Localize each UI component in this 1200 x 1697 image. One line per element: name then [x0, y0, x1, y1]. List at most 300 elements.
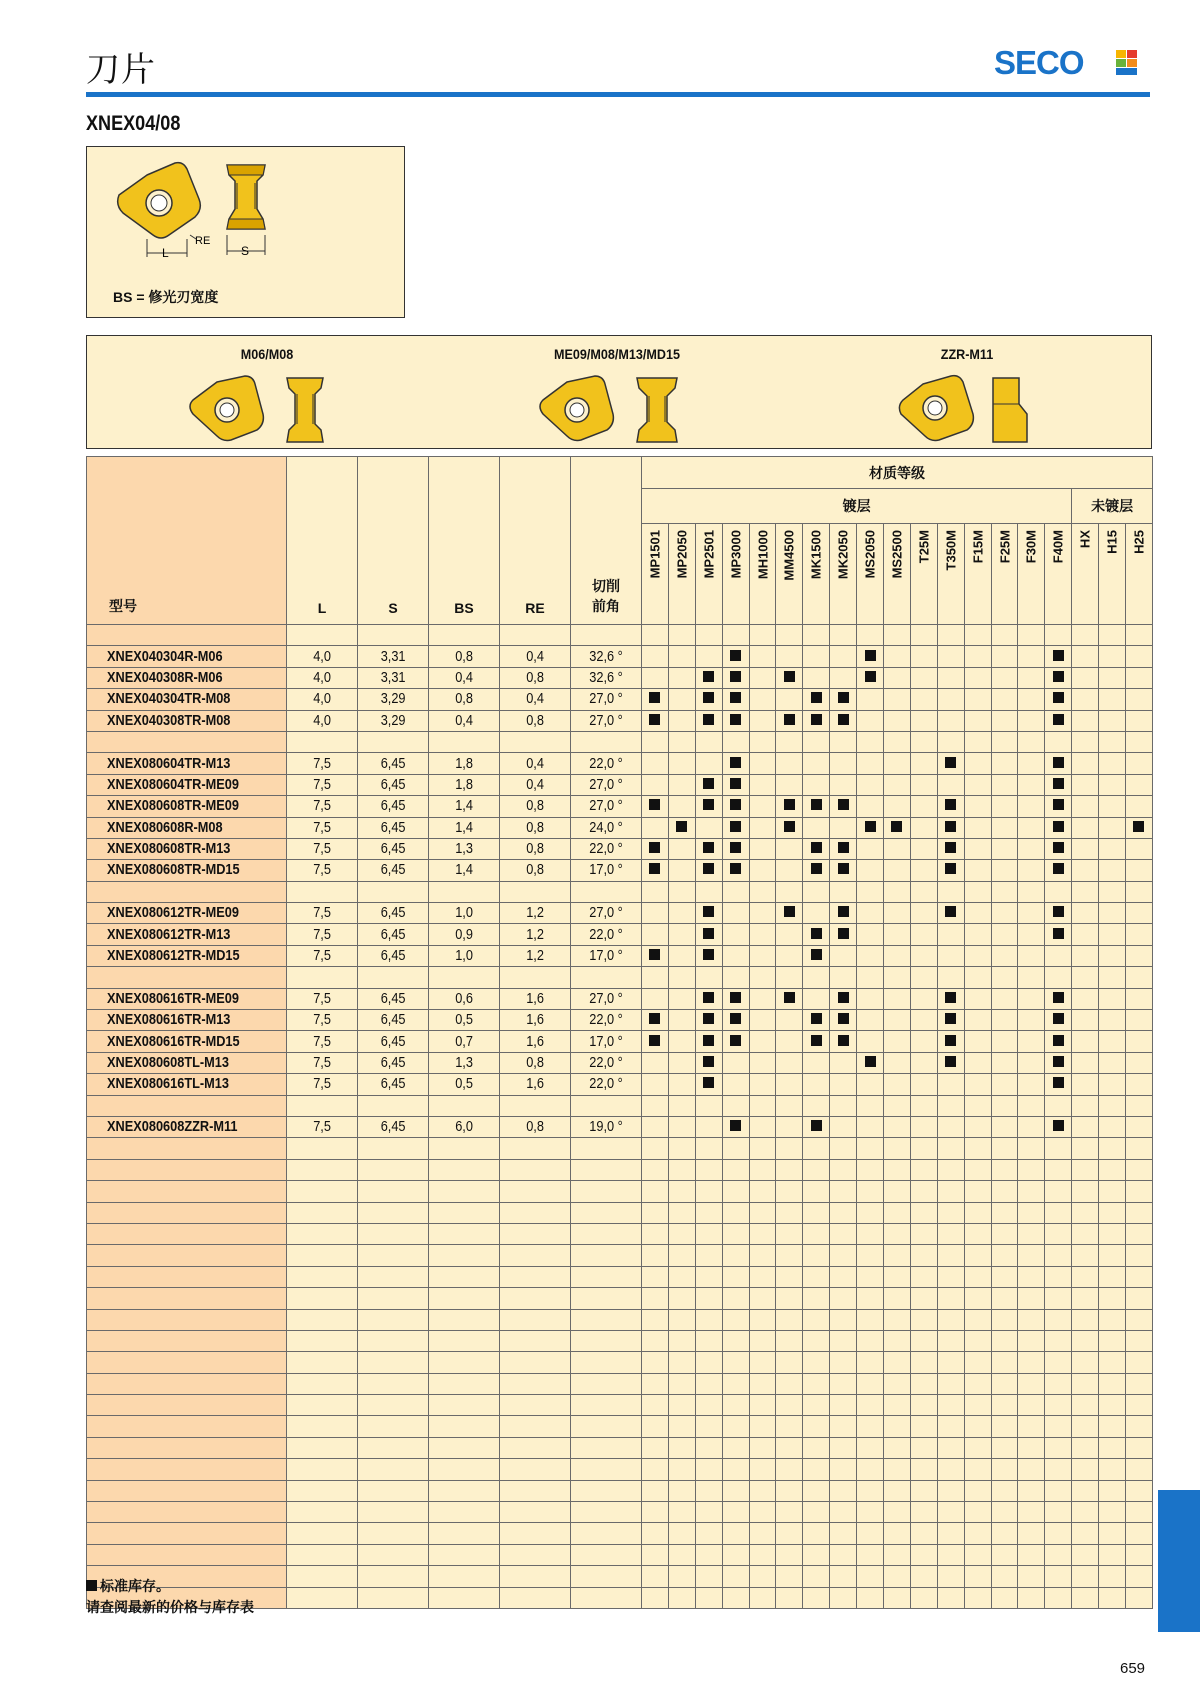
empty-cell [884, 1095, 911, 1116]
grade-cell-t350m [937, 710, 964, 731]
model-code: XNEX080608TR-MD15 [107, 862, 240, 879]
empty-cell [358, 1502, 429, 1523]
empty-cell [1072, 967, 1099, 988]
empty-cell [668, 1245, 695, 1266]
empty-cell [642, 1352, 669, 1373]
grade-cell-mm4500 [776, 988, 803, 1009]
empty-cell [803, 1330, 830, 1351]
empty-cell [830, 1523, 857, 1544]
empty-cell [1045, 1266, 1072, 1287]
model-code: XNEX080608TR-ME09 [107, 798, 239, 815]
empty-cell [1018, 1502, 1045, 1523]
grade-cell-f30m [1018, 903, 1045, 924]
value-text: 22,0 ° [589, 755, 623, 772]
empty-cell [695, 1395, 722, 1416]
stock-square-icon [730, 863, 741, 874]
empty-cell [964, 881, 991, 902]
grade-header-label: MS2050 [862, 530, 878, 579]
stock-square-icon [730, 778, 741, 789]
empty-cell [1045, 1480, 1072, 1501]
grade-cell-mk2050 [830, 1074, 857, 1095]
value-angle [571, 796, 642, 817]
grade-cell-mp3000 [722, 710, 749, 731]
stock-square-icon [811, 714, 822, 725]
stock-square-icon [891, 821, 902, 832]
empty-cell [571, 1181, 642, 1202]
empty-cell [429, 1544, 500, 1565]
empty-cell [910, 1181, 937, 1202]
value-s [358, 817, 429, 838]
value-text: 1,8 [455, 776, 473, 793]
empty-cell [1099, 1373, 1126, 1394]
grade-cell-ms2500 [884, 796, 911, 817]
grade-cell-mm4500 [776, 1116, 803, 1137]
grade-cell-mp2501 [695, 838, 722, 859]
empty-cell [695, 1566, 722, 1587]
value-text: 0,5 [455, 1076, 473, 1093]
grade-cell-mk2050 [830, 1010, 857, 1031]
grade-cell-mh1000 [749, 710, 776, 731]
grade-cell-f15m [964, 988, 991, 1009]
grade-cell-mp1501 [642, 774, 669, 795]
empty-cell [910, 1587, 937, 1608]
value-text: 6,45 [380, 776, 406, 793]
empty-cell [722, 1566, 749, 1587]
grade-cell-h15 [1099, 945, 1126, 966]
value-s [358, 1031, 429, 1052]
value-text: 22,0 ° [589, 926, 623, 943]
stock-square-icon [703, 692, 714, 703]
grade-cell-ms2050 [857, 1116, 884, 1137]
grade-cell-mp3000 [722, 689, 749, 710]
svg-text:L: L [162, 246, 169, 260]
model-cell [87, 774, 287, 795]
grade-cell-ms2500 [884, 817, 911, 838]
model-code: XNEX080616TR-M13 [107, 1012, 231, 1029]
empty-cell [1099, 1202, 1126, 1223]
empty-cell [1126, 731, 1153, 752]
value-text: 7,5 [313, 1076, 331, 1093]
grade-cell-ms2500 [884, 945, 911, 966]
grade-cell-mk2050 [830, 860, 857, 881]
stock-square-icon [730, 1013, 741, 1024]
stock-square-icon [703, 949, 714, 960]
value-text: 1,4 [455, 819, 473, 836]
value-text: 17,0 ° [589, 948, 623, 965]
empty-cell [287, 1330, 358, 1351]
table-body [87, 625, 1153, 1609]
empty-cell [1045, 1330, 1072, 1351]
price-note: 请查阅最新的价格与库存表 [86, 1600, 254, 1616]
grade-cell-h15 [1099, 1052, 1126, 1073]
empty-cell [1126, 1587, 1153, 1608]
grade-cell-f15m [964, 1074, 991, 1095]
stock-square-icon [86, 1580, 97, 1591]
spacer-row [87, 625, 1153, 646]
grade-cell-ms2050 [857, 753, 884, 774]
empty-cell [830, 1159, 857, 1180]
stock-square-icon [1053, 992, 1064, 1003]
empty-cell [937, 1395, 964, 1416]
grade-cell-mk1500 [803, 646, 830, 667]
grade-cell-hx [1072, 646, 1099, 667]
grade-cell-f25m [991, 1052, 1018, 1073]
empty-cell [776, 1502, 803, 1523]
empty-cell [857, 1566, 884, 1587]
grade-cell-mp2501 [695, 689, 722, 710]
empty-cell [1045, 1352, 1072, 1373]
empty-cell [1099, 881, 1126, 902]
model-cell [87, 1480, 287, 1501]
empty-cell [1018, 1352, 1045, 1373]
value-angle [571, 667, 642, 688]
model-code: XNEX080616TL-M13 [107, 1076, 229, 1093]
grade-cell-t25m [910, 646, 937, 667]
empty-cell [1126, 881, 1153, 902]
grade-cell-mp2501 [695, 774, 722, 795]
empty-cell [287, 967, 358, 988]
value-s [358, 689, 429, 710]
empty-cell [1045, 1416, 1072, 1437]
empty-cell [1045, 1502, 1072, 1523]
empty-cell [937, 1373, 964, 1394]
grade-cell-mp1501 [642, 988, 669, 1009]
empty-cell [668, 1395, 695, 1416]
empty-cell [642, 1095, 669, 1116]
empty-row [87, 1352, 1153, 1373]
empty-cell [358, 731, 429, 752]
grade-cell-mp1501 [642, 838, 669, 859]
grade-cell-t25m [910, 689, 937, 710]
grade-cell-f25m [991, 646, 1018, 667]
empty-cell [429, 1309, 500, 1330]
empty-cell [910, 1266, 937, 1287]
empty-cell [1126, 1223, 1153, 1244]
stock-square-icon [865, 671, 876, 682]
value-text: 22,0 ° [589, 1055, 623, 1071]
empty-cell [722, 1395, 749, 1416]
grade-cell-f25m [991, 988, 1018, 1009]
empty-cell [991, 1395, 1018, 1416]
empty-cell [668, 1437, 695, 1458]
value-l [287, 710, 358, 731]
empty-cell [991, 1523, 1018, 1544]
empty-cell [429, 625, 500, 646]
header-rule [86, 92, 1150, 97]
empty-cell [776, 1245, 803, 1266]
grade-cell-t25m [910, 1052, 937, 1073]
grade-header-ms2500 [884, 524, 911, 625]
empty-cell [500, 967, 571, 988]
empty-cell [358, 1245, 429, 1266]
grade-cell-mk2050 [830, 774, 857, 795]
grade-header-f25m [991, 524, 1018, 625]
grade-cell-mh1000 [749, 838, 776, 859]
value-bs [429, 774, 500, 795]
empty-cell [937, 1587, 964, 1608]
grade-cell-mp3000 [722, 1116, 749, 1137]
empty-cell [830, 1437, 857, 1458]
value-angle [571, 753, 642, 774]
grade-cell-mp2050 [668, 817, 695, 838]
empty-cell [358, 1095, 429, 1116]
grade-cell-ms2500 [884, 860, 911, 881]
value-l [287, 924, 358, 945]
empty-cell [1126, 1566, 1153, 1587]
empty-cell [500, 1395, 571, 1416]
empty-cell [695, 1266, 722, 1287]
value-s [358, 860, 429, 881]
empty-cell [429, 881, 500, 902]
stock-square-icon [730, 821, 741, 832]
value-re [500, 1074, 571, 1095]
value-bs [429, 1052, 500, 1073]
empty-cell [500, 1352, 571, 1373]
empty-cell [991, 1566, 1018, 1587]
value-text: 1,2 [526, 905, 544, 922]
empty-cell [857, 1223, 884, 1244]
grade-cell-h15 [1099, 903, 1126, 924]
empty-cell [1099, 625, 1126, 646]
value-bs [429, 924, 500, 945]
stock-square-icon [811, 1035, 822, 1046]
grade-cell-h15 [1099, 1010, 1126, 1031]
grade-cell-hx [1072, 1052, 1099, 1073]
grade-cell-f25m [991, 1031, 1018, 1052]
grade-cell-f15m [964, 689, 991, 710]
empty-cell [358, 1352, 429, 1373]
empty-cell [668, 1502, 695, 1523]
empty-cell [910, 1202, 937, 1223]
grade-cell-mp3000 [722, 817, 749, 838]
grade-cell-mk2050 [830, 667, 857, 688]
empty-cell [749, 1223, 776, 1244]
stock-square-icon [1053, 1120, 1064, 1131]
empty-cell [857, 1095, 884, 1116]
stock-square-icon [945, 906, 956, 917]
table-row [87, 903, 1153, 924]
empty-cell [964, 731, 991, 752]
grade-cell-hx [1072, 988, 1099, 1009]
grade-cell-mk1500 [803, 1052, 830, 1073]
empty-row [87, 1523, 1153, 1544]
empty-cell [642, 625, 669, 646]
value-l [287, 1116, 358, 1137]
grade-cell-f25m [991, 1010, 1018, 1031]
grade-cell-mk1500 [803, 1010, 830, 1031]
insert-dimension-diagram [86, 146, 405, 318]
empty-row [87, 1502, 1153, 1523]
value-text: 32,6 ° [589, 669, 623, 686]
empty-cell [776, 1587, 803, 1608]
grade-cell-t350m [937, 689, 964, 710]
empty-cell [1018, 881, 1045, 902]
value-text: 1,6 [526, 1076, 544, 1093]
empty-cell [1126, 1159, 1153, 1180]
page-title: 刀片 [86, 50, 156, 90]
empty-row [87, 1330, 1153, 1351]
empty-cell [1126, 967, 1153, 988]
empty-cell [358, 1437, 429, 1458]
empty-cell [910, 967, 937, 988]
empty-cell [991, 1437, 1018, 1458]
grade-cell-f25m [991, 838, 1018, 859]
empty-cell [1072, 1544, 1099, 1565]
table-row [87, 860, 1153, 881]
grade-cell-ms2500 [884, 838, 911, 859]
empty-cell [749, 881, 776, 902]
grade-cell-mh1000 [749, 903, 776, 924]
empty-cell [287, 1566, 358, 1587]
empty-cell [695, 1544, 722, 1565]
empty-cell [884, 1480, 911, 1501]
grade-cell-ms2050 [857, 1052, 884, 1073]
empty-cell [1072, 1309, 1099, 1330]
stock-square-icon [1053, 799, 1064, 810]
empty-cell [910, 1416, 937, 1437]
grade-cell-h15 [1099, 817, 1126, 838]
grade-cell-mk1500 [803, 945, 830, 966]
grade-cell-mp2050 [668, 945, 695, 966]
empty-cell [668, 1095, 695, 1116]
grade-cell-f30m [1018, 1052, 1045, 1073]
stock-square-icon [703, 1056, 714, 1067]
value-text: 4,0 [313, 669, 331, 686]
empty-cell [695, 881, 722, 902]
empty-cell [1045, 1587, 1072, 1608]
grade-cell-mp3000 [722, 988, 749, 1009]
value-bs [429, 988, 500, 1009]
stock-square-icon [703, 1013, 714, 1024]
grade-cell-f15m [964, 667, 991, 688]
model-cell [87, 1095, 287, 1116]
grade-cell-mp3000 [722, 796, 749, 817]
empty-cell [830, 1544, 857, 1565]
empty-cell [500, 1437, 571, 1458]
empty-cell [358, 1159, 429, 1180]
empty-cell [749, 1309, 776, 1330]
empty-cell [1126, 1416, 1153, 1437]
empty-cell [830, 1587, 857, 1608]
stock-square-icon [945, 821, 956, 832]
empty-cell [358, 1459, 429, 1480]
empty-cell [910, 1309, 937, 1330]
empty-cell [1018, 1159, 1045, 1180]
empty-cell [749, 1373, 776, 1394]
empty-cell [722, 1330, 749, 1351]
grade-cell-ms2500 [884, 646, 911, 667]
value-text: 6,45 [380, 1055, 406, 1071]
empty-cell [429, 1437, 500, 1458]
model-cell [87, 1502, 287, 1523]
grade-header-label: T25M [916, 530, 932, 564]
empty-cell [642, 1523, 669, 1544]
empty-cell [500, 1480, 571, 1501]
empty-cell [500, 1459, 571, 1480]
empty-cell [287, 1266, 358, 1287]
empty-cell [964, 1159, 991, 1180]
grade-cell-mp2050 [668, 1116, 695, 1137]
header-l: L [287, 457, 358, 625]
grade-cell-h15 [1099, 1031, 1126, 1052]
empty-cell [1126, 1266, 1153, 1287]
value-bs [429, 860, 500, 881]
empty-cell [571, 1459, 642, 1480]
grade-cell-ms2500 [884, 988, 911, 1009]
grade-cell-mp1501 [642, 1010, 669, 1031]
empty-cell [884, 881, 911, 902]
grade-cell-mm4500 [776, 1074, 803, 1095]
empty-cell [749, 1437, 776, 1458]
empty-cell [1045, 1566, 1072, 1587]
empty-cell [642, 1181, 669, 1202]
grade-cell-ms2050 [857, 710, 884, 731]
empty-cell [571, 1202, 642, 1223]
header-s: S [358, 457, 429, 625]
value-s [358, 1010, 429, 1031]
model-code: XNEX080604TR-ME09 [107, 776, 239, 793]
model-cell [87, 1416, 287, 1437]
grade-header-ms2050 [857, 524, 884, 625]
empty-cell [910, 1138, 937, 1159]
model-cell [87, 1159, 287, 1180]
value-s [358, 646, 429, 667]
model-cell [87, 817, 287, 838]
empty-cell [695, 1330, 722, 1351]
empty-cell [830, 1288, 857, 1309]
empty-cell [358, 1181, 429, 1202]
empty-cell [884, 1373, 911, 1394]
value-re [500, 667, 571, 688]
value-text: 6,45 [380, 948, 406, 965]
grade-cell-mk2050 [830, 903, 857, 924]
stock-square-icon [865, 821, 876, 832]
stock-square-icon [649, 799, 660, 810]
value-s [358, 945, 429, 966]
grade-cell-h25 [1126, 689, 1153, 710]
empty-cell [571, 1159, 642, 1180]
value-angle [571, 1010, 642, 1031]
value-text: 6,0 [455, 1119, 473, 1136]
grade-cell-hx [1072, 903, 1099, 924]
grade-cell-mk2050 [830, 710, 857, 731]
grade-cell-t350m [937, 1010, 964, 1031]
empty-cell [1045, 1202, 1072, 1223]
grade-cell-ms2050 [857, 1074, 884, 1095]
empty-cell [964, 1330, 991, 1351]
empty-row [87, 1159, 1153, 1180]
empty-cell [991, 1373, 1018, 1394]
grade-cell-h25 [1126, 1010, 1153, 1031]
empty-cell [910, 1352, 937, 1373]
empty-cell [1072, 1480, 1099, 1501]
geometry-panel [86, 335, 1152, 449]
empty-cell [830, 881, 857, 902]
value-text: 22,0 ° [589, 1076, 623, 1093]
empty-cell [668, 1138, 695, 1159]
stock-square-icon [1053, 714, 1064, 725]
value-text: 0,4 [455, 669, 473, 686]
empty-cell [910, 1095, 937, 1116]
grade-cell-h15 [1099, 646, 1126, 667]
empty-cell [776, 1223, 803, 1244]
value-angle [571, 689, 642, 710]
grade-cell-f15m [964, 710, 991, 731]
header-uncoated: 未镀层 [1072, 489, 1153, 524]
value-re [500, 988, 571, 1009]
grade-cell-mp3000 [722, 1031, 749, 1052]
grade-cell-mm4500 [776, 689, 803, 710]
